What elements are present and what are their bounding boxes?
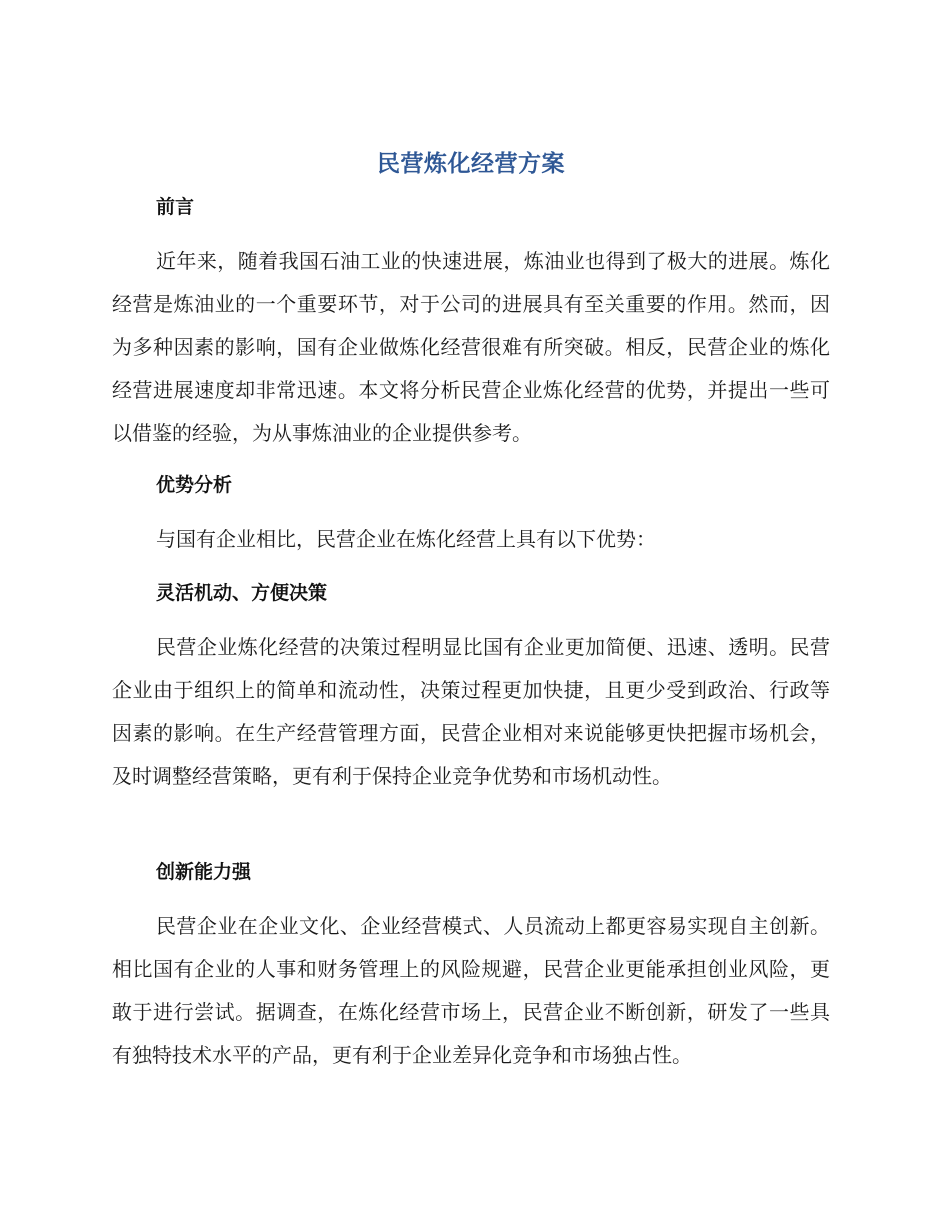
- section-heading-innovation: 创新能力强: [156, 861, 252, 883]
- paragraph-advantage-intro: 与国有企业相比，民营企业在炼化经营上具有以下优势：: [156, 527, 656, 551]
- document-title: 民营炼化经营方案: [377, 151, 565, 177]
- paragraph-innovation: 民营企业在企业文化、企业经营模式、人员流动上都更容易实现自主创新。相比国有企业的人事和财务管理上的风险规避，民营企业更能承担创业风险，更敢于进行尝试。据调查，在炼化经营市场上，民营企业不断创新，研发了一些具有独特技术水平的产品，更有利于企业差异化竞争和市场独占性。: [112, 914, 830, 1067]
- section-heading-preface: 前言: [156, 196, 195, 218]
- section-heading-flexible-decision: 灵活机动、方便决策: [156, 582, 328, 604]
- paragraph-preface: 近年来，随着我国石油工业的快速进展，炼油业也得到了极大的进展。炼化经营是炼油业的一个重要环节，对于公司的进展具有至关重要的作用。然而，因为多种因素的影响，国有企业做炼化经营很难有所突破。相反，民营企业的炼化经营进展速度却非常迅速。本文将分析民营企业炼化经营的优势，并提出一些可以借鉴的经验，为从事炼油业的企业提供参考。: [112, 249, 830, 445]
- paragraph-flexible-decision: 民营企业炼化经营的决策过程明显比国有企业更加简便、迅速、透明。民营企业由于组织上的简单和流动性，决策过程更加快捷，且更少受到政治、行政等因素的影响。在生产经营管理方面，民营企业相对来说能够更快把握市场机会，及时调整经营策略，更有利于保持企业竞争优势和市场机动性。: [112, 635, 830, 788]
- section-heading-advantage-analysis: 优势分析: [156, 474, 233, 496]
